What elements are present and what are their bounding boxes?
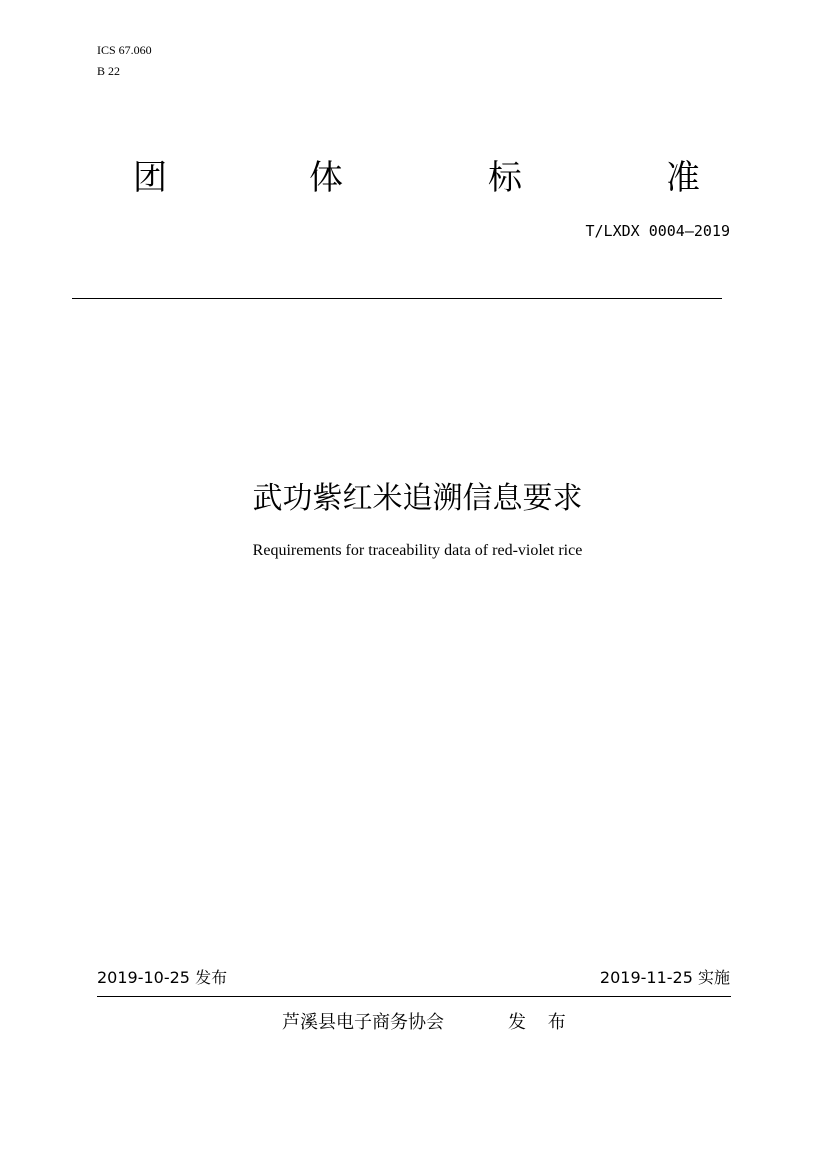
title-chinese: 武功紫红米追溯信息要求 — [252, 481, 583, 516]
heading-char-3: 标 — [488, 158, 522, 198]
implementation-date: 2019-11-25 实施 — [599, 968, 730, 987]
heading-char-1: 团 — [133, 158, 167, 198]
heading-char-2: 体 — [309, 158, 343, 198]
bottom-divider — [97, 996, 731, 997]
ics-code: ICS 67.060 — [97, 43, 152, 57]
publisher-name: 芦溪县电子商务协会 — [282, 1012, 444, 1033]
top-divider — [72, 298, 722, 299]
classification-code: B 22 — [97, 64, 121, 78]
publish-label: 发 布 — [508, 1012, 574, 1033]
title-english: Requirements for traceability data of red-violet rice — [252, 542, 583, 559]
heading-char-4: 准 — [666, 158, 700, 198]
issue-date: 2019-10-25 发布 — [97, 968, 228, 987]
standard-number: T/LXDX 0004—2019 — [585, 222, 730, 240]
